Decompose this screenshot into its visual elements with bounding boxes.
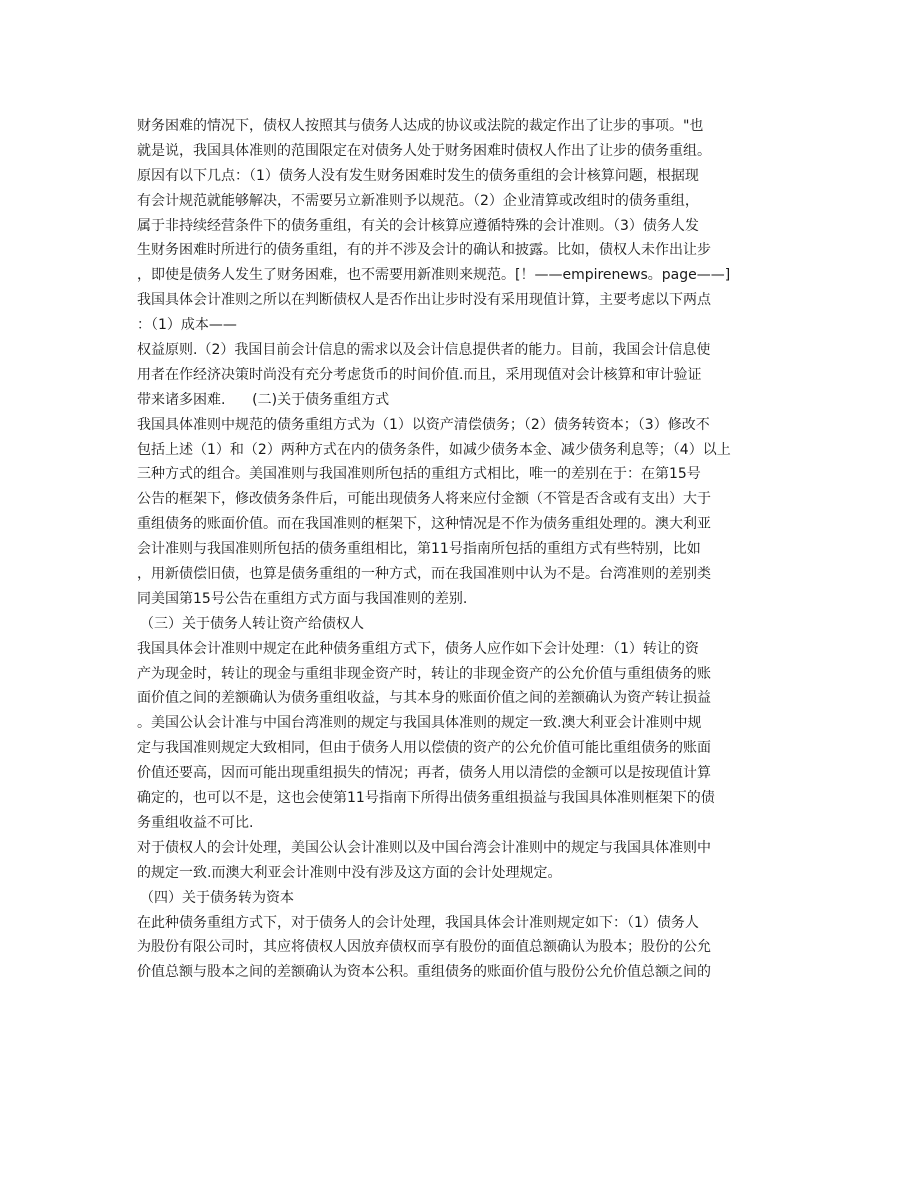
text-line: 在此种债务重组方式下，对于债务人的会计处理，我国具体会计准则规定如下：（1）债务人 bbox=[137, 914, 699, 931]
text-line: 价值还要高，因而可能出现重组损失的情况；再者，债务人用以清偿的金额可以是按现值计算 bbox=[137, 765, 711, 782]
text-line: ，即使是债务人发生了财务困难，也不需要用新准则来规范。[！——empirenews。page——] bbox=[137, 267, 731, 284]
section-heading-debt-restructuring-methods: 带来诸多困难. (二)关于债务重组方式 bbox=[137, 391, 390, 408]
text-line: 权益原则.（2）我国目前会计信息的需求以及会计信息提供者的能力。目前，我国会计信息使 bbox=[137, 342, 711, 359]
section-heading-asset-transfer: （三）关于债务人转让资产给债权人 bbox=[140, 615, 364, 632]
text-line: 有会计规范就能够解决，不需要另立新准则予以规范。（2）企业清算或改组时的债务重组， bbox=[137, 192, 699, 209]
text-line: 三种方式的组合。美国准则与我国准则所包括的重组方式相比，唯一的差别在于：在第15号 bbox=[137, 466, 701, 483]
document-body bbox=[137, 114, 787, 985]
text-line: 为股份有限公司时，其应将债权人因放弃债权而享有股份的面值总额确认为股本；股份的公允 bbox=[137, 939, 711, 956]
text-line: 确定的，也可以不是，这也会使第11号指南下所得出债务重组损益与我国具体准则框架下的债 bbox=[137, 790, 715, 807]
text-line: ：（1）成本—— bbox=[137, 317, 237, 334]
text-line: 重组债务的账面价值。而在我国准则的框架下，这种情况是不作为债务重组处理的。澳大利亚 bbox=[137, 516, 711, 533]
text-line: 的规定一致.而澳大利亚会计准则中没有涉及这方面的会计处理规定。 bbox=[137, 864, 562, 881]
text-line: 产为现金时，转让的现金与重组非现金资产时，转让的非现金资产的公允价值与重组债务的账 bbox=[137, 665, 711, 682]
text-line: 就是说，我国具体准则的范围限定在对债务人处于财务困难时债权人作出了让步的债务重组。 bbox=[137, 142, 711, 159]
section-heading-debt-to-capital: （四）关于债务转为资本 bbox=[140, 889, 294, 906]
text-line: 价值总额与股本之间的差额确认为资本公积。重组债务的账面价值与股份公允价值总额之间的 bbox=[137, 964, 711, 981]
text-line: ，用新债偿旧债，也算是债务重组的一种方式，而在我国准则中认为不是。台湾准则的差别类 bbox=[137, 566, 711, 583]
text-line: 对于债权人的会计处理，美国公认会计准则以及中国台湾会计准则中的规定与我国具体准则中 bbox=[137, 839, 711, 856]
text-line: 务重组收益不可比. bbox=[137, 814, 254, 831]
text-line: 会计准则与我国准则所包括的债务重组相比，第11号指南所包括的重组方式有些特别，比如 bbox=[137, 541, 701, 558]
text-line: 同美国第15号公告在重组方式方面与我国准则的差别. bbox=[137, 590, 468, 607]
text-line: 。美国公认会计准与中国台湾准则的规定与我国具体准则的规定一致.澳大利亚会计准则中规 bbox=[137, 715, 702, 732]
text-line: 我国具体准则中规范的债务重组方式为（1）以资产清偿债务；（2）债务转资本；（3）修改不 bbox=[137, 416, 710, 433]
text-line: 财务困难的情况下，债权人按照其与债务人达成的协议或法院的裁定作出了让步的事项。"也 bbox=[137, 118, 704, 134]
text-line: 生财务困难时所进行的债务重组，有的并不涉及会计的确认和披露。比如，债权人未作出让步 bbox=[137, 242, 711, 259]
text-line: 公告的框架下，修改债务条件后，可能出现债务人将来应付金额（不管是否含或有支出）大于 bbox=[137, 491, 711, 508]
text-line: 定与我国准则规定大致相同，但由于债务人用以偿债的资产的公允价值可能比重组债务的账面 bbox=[137, 740, 711, 757]
text-line: 包括上述（1）和（2）两种方式在内的债务条件，如减少债务本金、减少债务利息等；（4）以上 bbox=[137, 441, 731, 458]
text-line: 原因有以下几点：（1）债务人没有发生财务困难时发生的债务重组的会计核算问题，根据现 bbox=[137, 167, 699, 184]
text-line: 用者在作经济决策时尚没有充分考虑货币的时间价值.而且，采用现值对会计核算和审计验证 bbox=[137, 366, 702, 383]
text-line: 我国具体会计准则之所以在判断债权人是否作出让步时没有采用现值计算，主要考虑以下两点 bbox=[137, 292, 711, 309]
text-line: 面价值之间的差额确认为债务重组收益，与其本身的账面价值之间的差额确认为资产转让损益 bbox=[137, 690, 711, 707]
text-line: 属于非持续经营条件下的债务重组，有关的会计核算应遵循特殊的会计准则。（3）债务人发 bbox=[137, 217, 699, 234]
text-line: 我国具体会计准则中规定在此种债务重组方式下，债务人应作如下会计处理：（1）转让的资 bbox=[137, 640, 699, 657]
